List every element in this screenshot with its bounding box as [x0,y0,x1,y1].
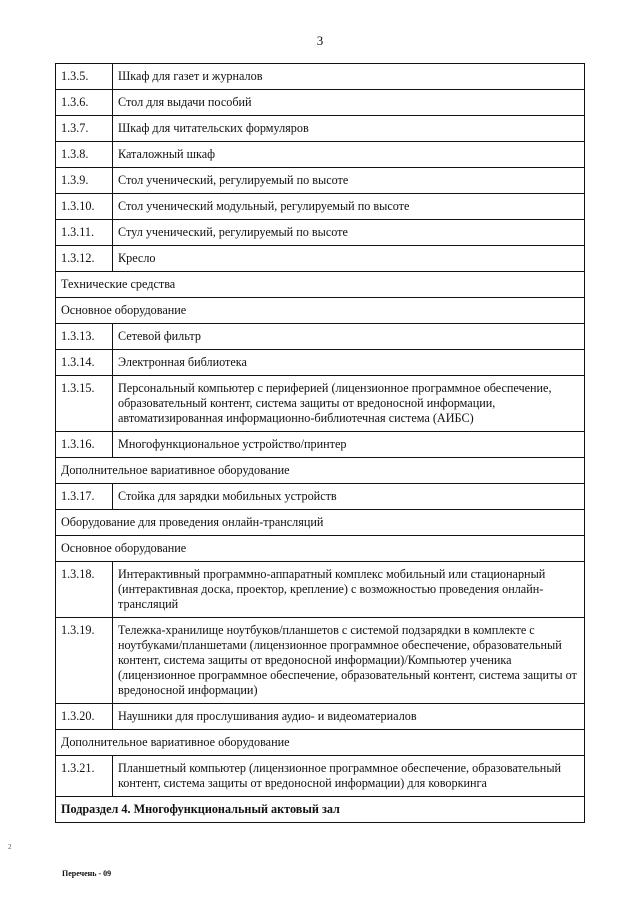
item-description: Стол ученический модульный, регулируемый по высоте [113,194,585,220]
item-number: 1.3.21. [56,756,113,797]
table-row [56,168,585,194]
table-row [56,142,585,168]
item-number: 1.3.11. [56,220,113,246]
section-heading-row [56,730,585,756]
table-row [56,432,585,458]
item-description: Планшетный компьютер (лицензионное программное обеспечение, образовательный контент, система защиты от вредоносной информации) для коворкинга [113,756,585,797]
item-description: Тележка-хранилище ноутбуков/планшетов с системой подзарядки в комплекте с ноутбуками/планшетами (лицензионное программное обеспечение, образовательный контент, система защиты от вредоносной информации)/Компьютер ученика (лицензионное программное обеспечение, образовательный контент, система защиты от вредоносной информации) [113,618,585,704]
item-number: 1.3.5. [56,64,113,90]
item-number: 1.3.14. [56,350,113,376]
item-description: Интерактивный программно-аппаратный комплекс мобильный или стационарный (интерактивная доска, проектор, крепление) с возможностью проведения онлайн-трансляций [113,562,585,618]
table-row [56,90,585,116]
item-description: Кресло [113,246,585,272]
item-number: 1.3.6. [56,90,113,116]
item-number: 1.3.17. [56,484,113,510]
section-heading: Оборудование для проведения онлайн-трансляций [56,510,585,536]
item-description: Стул ученический, регулируемый по высоте [113,220,585,246]
item-number: 1.3.12. [56,246,113,272]
table-row [56,704,585,730]
section-heading: Основное оборудование [56,536,585,562]
subsection-heading-row [56,797,585,823]
item-number: 1.3.19. [56,618,113,704]
table-row [56,618,585,704]
item-number: 1.3.15. [56,376,113,432]
item-number: 1.3.16. [56,432,113,458]
table-row [56,220,585,246]
table-row [56,484,585,510]
table-row [56,350,585,376]
section-heading-row [56,272,585,298]
item-number: 1.3.13. [56,324,113,350]
item-number: 1.3.8. [56,142,113,168]
equipment-table [55,63,585,823]
table-row [56,116,585,142]
table-row [56,562,585,618]
section-heading-row [56,536,585,562]
item-number: 1.3.20. [56,704,113,730]
table-row [56,64,585,90]
table-row [56,194,585,220]
item-description: Стол ученический, регулируемый по высоте [113,168,585,194]
item-description: Наушники для прослушивания аудио- и видеоматериалов [113,704,585,730]
item-description: Стойка для зарядки мобильных устройств [113,484,585,510]
subsection-heading: Подраздел 4. Многофункциональный актовый зал [56,797,585,823]
item-description: Шкаф для газет и журналов [113,64,585,90]
section-heading-row [56,458,585,484]
item-description: Многофункциональное устройство/принтер [113,432,585,458]
item-description: Персональный компьютер с периферией (лицензионное программное обеспечение, образовательный контент, система защиты от вредоносной информации, автоматизированная информационно-библиотечная система (АИБС) [113,376,585,432]
table-row [56,376,585,432]
section-heading-row [56,510,585,536]
table-row [56,756,585,797]
item-description: Сетевой фильтр [113,324,585,350]
item-number: 1.3.18. [56,562,113,618]
section-heading: Основное оборудование [56,298,585,324]
section-heading: Дополнительное вариативное оборудование [56,730,585,756]
item-description: Электронная библиотека [113,350,585,376]
item-description: Каталожный шкаф [113,142,585,168]
page-number: 3 [316,33,324,48]
item-number: 1.3.7. [56,116,113,142]
footer-label: Перечень - 09 [62,869,112,878]
item-number: 1.3.9. [56,168,113,194]
item-description: Стол для выдачи пособий [113,90,585,116]
section-heading: Технические средства [56,272,585,298]
item-description: Шкаф для читательских формуляров [113,116,585,142]
section-heading-row [56,298,585,324]
table-row [56,324,585,350]
section-heading: Дополнительное вариативное оборудование [56,458,585,484]
table-row [56,246,585,272]
item-number: 1.3.10. [56,194,113,220]
margin-mark: 2 [8,843,12,851]
